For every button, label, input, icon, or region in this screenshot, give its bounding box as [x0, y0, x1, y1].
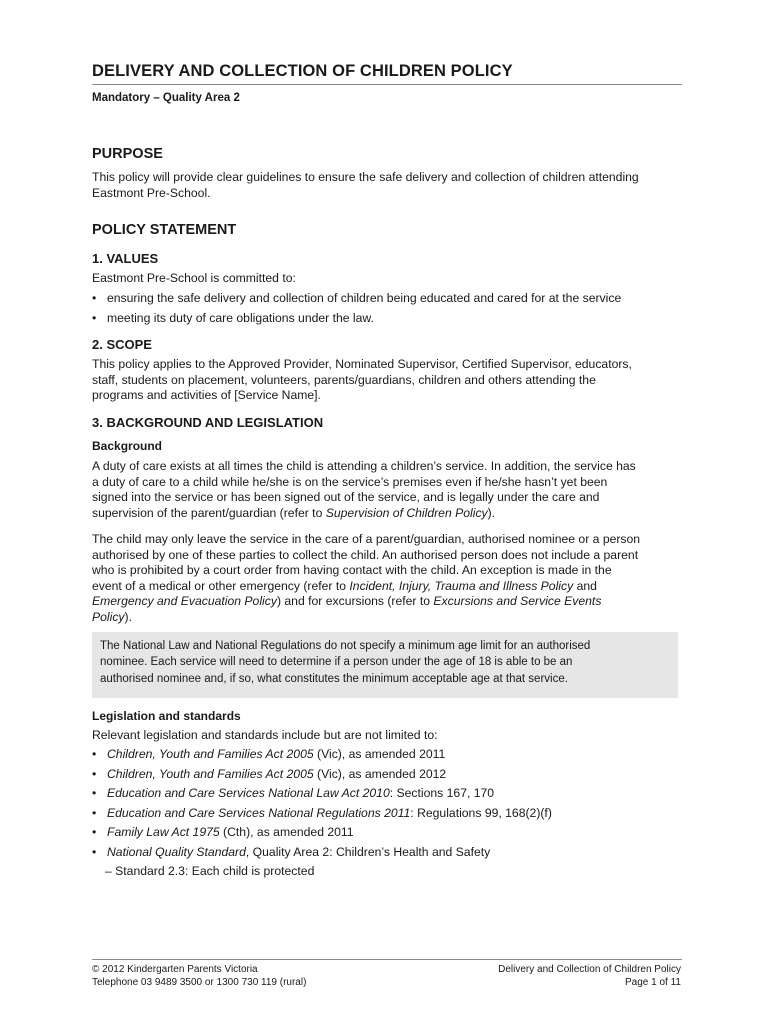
text-line: The child may only leave the service in the care of a parent/guardian, authorised nominee or a person	[92, 532, 641, 546]
bullet-icon: •	[92, 291, 97, 305]
footer-left	[92, 964, 306, 989]
act-detail: (Cth), as amended 2011	[219, 825, 354, 839]
legislation-intro: Relevant legislation and standards include but are not limited to:	[92, 728, 438, 742]
note-line: The National Law and National Regulations do not specify a minimum age limit for an authorised	[100, 640, 591, 652]
text-line: signed into the service or has been signed out of the service, and is legally under the care and	[92, 490, 600, 505]
scope-text-line: This policy applies to the Approved Provider, Nominated Supervisor, Certified Supervisor, educators,	[92, 357, 632, 371]
bullet-icon: •	[92, 747, 97, 761]
scope-text-line: programs and activities of [Service Name].	[92, 388, 321, 403]
list-item-text	[107, 767, 682, 783]
footer-page-number: Page 1 of 11	[625, 976, 681, 988]
act-title: Children, Youth and Families Act 2005	[107, 747, 314, 761]
act-detail: (Vic), as amended 2012	[313, 767, 447, 781]
purpose-text-line: Eastmont Pre-School.	[92, 185, 211, 200]
list-item-text	[107, 786, 682, 802]
act-title: Children, Youth and Families Act 2005	[107, 767, 314, 781]
bullet-icon: •	[92, 845, 97, 859]
policy-reference: Incident, Injury, Trauma and Illness Policy	[349, 578, 574, 593]
background-paragraph-2	[92, 532, 682, 626]
bullet-icon: •	[92, 806, 97, 820]
footer-telephone: Telephone 03 9489 3500 or 1300 730 119 (rural)	[92, 976, 307, 988]
scope-text-line: staff, students on placement, volunteers, parents/guardians, children and others attending the	[92, 372, 596, 387]
text-line: ).	[487, 505, 496, 520]
text-line: and	[573, 578, 597, 593]
scope-heading: 2. SCOPE	[92, 337, 152, 352]
policy-reference: Supervision of Children Policy	[325, 505, 488, 520]
policy-reference: Excursions and Service Events	[433, 594, 602, 609]
text-line: who is prohibited by a court order from having contact with the child. An exception is made in the	[92, 563, 612, 578]
document-title: DELIVERY AND COLLECTION OF CHILDREN POLICY	[92, 62, 682, 85]
list-item-text	[107, 845, 682, 861]
bullet-icon: •	[92, 825, 97, 839]
footer-copyright: © 2012 Kindergarten Parents Victoria	[92, 964, 258, 975]
text-line: ) and for excursions (refer to	[276, 594, 434, 609]
list-item-text	[107, 806, 682, 822]
act-title: Education and Care Services National Law Act 2010	[107, 786, 390, 800]
act-title: National Quality Standard	[107, 845, 246, 859]
list-item-text	[107, 747, 682, 763]
list-item-text: meeting its duty of care obligations under the law.	[107, 311, 374, 325]
list-item-text: ensuring the safe delivery and collection of children being educated and cared for at the service	[107, 291, 622, 305]
text-line: supervision of the parent/guardian (refer to	[92, 505, 326, 520]
act-detail: : Regulations 99, 168(2)(f)	[410, 806, 552, 820]
values-intro: Eastmont Pre-School is committed to:	[92, 271, 296, 285]
act-title: Education and Care Services National Regulations 2011	[107, 806, 411, 820]
policy-reference: Policy	[92, 609, 125, 624]
act-detail: (Vic), as amended 2011	[313, 747, 446, 761]
bullet-icon: •	[92, 786, 97, 800]
background-legislation-heading: 3. BACKGROUND AND LEGISLATION	[92, 415, 324, 430]
bullet-icon: •	[92, 311, 97, 325]
purpose-text-line: This policy will provide clear guidelines to ensure the safe delivery and collection of children attending	[92, 170, 639, 184]
act-title: Family Law Act 1975	[107, 825, 220, 839]
purpose-text	[92, 170, 682, 201]
text-line: ).	[124, 609, 132, 624]
footer-right	[498, 964, 681, 989]
note-box	[92, 632, 678, 698]
document-subtitle: Mandatory – Quality Area 2	[92, 92, 240, 104]
text-line: A duty of care exists at all times the child is attending a children’s service. In addition, the service has	[92, 459, 636, 473]
policy-reference: Emergency and Evacuation Policy	[92, 594, 277, 609]
legislation-subheading: Legislation and standards	[92, 709, 241, 723]
note-line: nominee. Each service will need to determine if a person under the age of 18 is able to be an	[100, 656, 573, 669]
bullet-icon: •	[92, 767, 97, 781]
purpose-heading: PURPOSE	[92, 146, 163, 162]
text-line: event of a medical or other emergency (refer to	[92, 578, 350, 593]
policy-statement-heading: POLICY STATEMENT	[92, 222, 237, 238]
act-detail: , Quality Area 2: Children’s Health and Safety	[245, 845, 491, 859]
list-item-text	[107, 825, 682, 841]
footer-divider	[92, 959, 682, 960]
values-heading: 1. VALUES	[92, 251, 159, 266]
background-subheading: Background	[92, 439, 163, 453]
text-line: a duty of care to a child while he/she is on the service’s premises even if he/she hasn’t yet been	[92, 474, 608, 489]
background-paragraph-1	[92, 459, 682, 521]
act-detail: : Sections 167, 170	[389, 786, 495, 800]
sub-list-item: – Standard 2.3: Each child is protected	[105, 864, 315, 878]
note-line: authorised nominee and, if so, what constitutes the minimum acceptable age at that service.	[100, 672, 568, 685]
text-line: authorised by one of these parties to collect the child. An authorised person does not include a parent	[92, 547, 639, 562]
scope-text	[92, 357, 682, 404]
footer-document-name: Delivery and Collection of Children Policy	[498, 964, 681, 975]
